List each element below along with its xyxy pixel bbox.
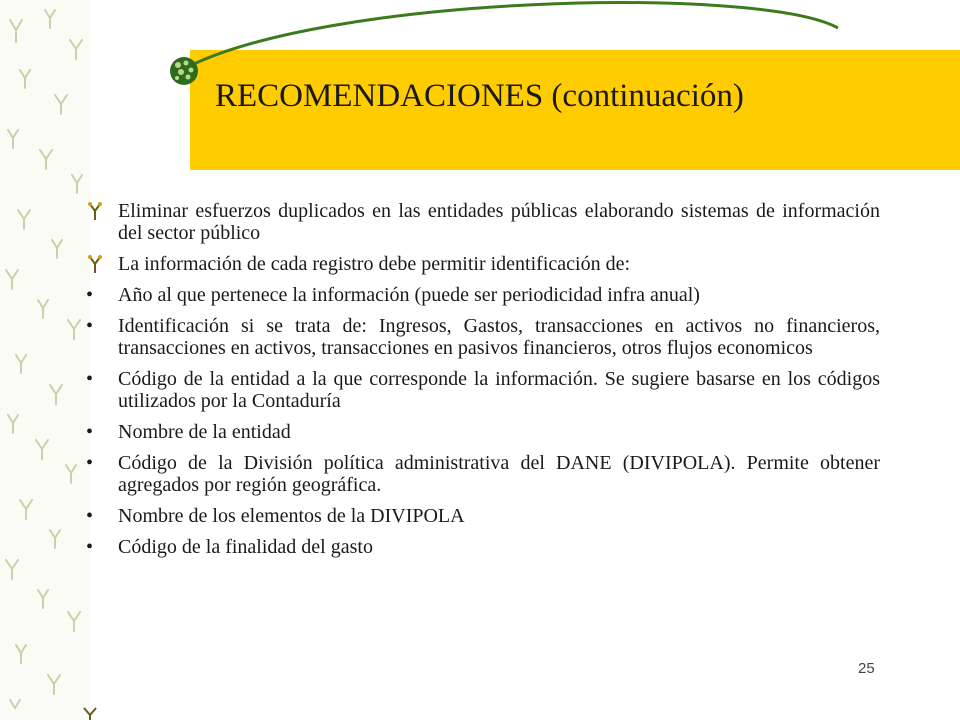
green-orb-icon	[168, 55, 200, 87]
page-number: 25	[858, 660, 875, 677]
sprout-icon	[80, 706, 100, 720]
list-item	[78, 200, 880, 244]
bullet-dot-icon: •	[86, 505, 94, 527]
list-item-text: Nombre de la entidad	[118, 421, 291, 443]
leaf-bullet-icon	[82, 200, 108, 222]
list-item	[78, 368, 880, 412]
recommendations-list	[78, 200, 880, 567]
list-item-text: Eliminar esfuerzos duplicados en las entidades públicas elaborando sistemas de información del sector público	[118, 200, 880, 244]
list-item	[78, 536, 880, 558]
list-item	[78, 284, 880, 306]
list-item-text: La información de cada registro debe permitir identificación de:	[118, 253, 631, 275]
list-item	[78, 452, 880, 496]
list-item-text: Código de la entidad a la que corresponde la información. Se sugiere basarse en los códigos utilizados por la Contaduría	[118, 368, 880, 412]
list-item-text: Identificación si se trata de: Ingresos, Gastos, transacciones en activos no financieros, transacciones en activos, transacciones en pasivos financieros, otros flujos economicos	[118, 315, 880, 359]
leaf-bullet-icon	[82, 253, 108, 275]
bullet-dot-icon: •	[86, 284, 94, 306]
list-item-text: Año al que pertenece la información (puede ser periodicidad infra anual)	[118, 284, 700, 306]
bullet-dot-icon: •	[86, 368, 94, 390]
bullet-dot-icon: •	[86, 452, 94, 474]
bullet-dot-icon: •	[86, 536, 94, 558]
list-item-text: Nombre de los elementos de la DIVIPOLA	[118, 505, 465, 527]
list-item	[78, 315, 880, 359]
list-item-text: Código de la finalidad del gasto	[118, 536, 373, 558]
bullet-dot-icon: •	[86, 315, 94, 337]
list-item	[78, 253, 880, 275]
list-item-text: Código de la División política administrativa del DANE (DIVIPOLA). Permite obtener agregados por región geográfica.	[118, 452, 880, 496]
page-title: RECOMENDACIONES (continuación)	[215, 78, 744, 114]
list-item	[78, 505, 880, 527]
bullet-dot-icon: •	[86, 421, 94, 443]
list-item	[78, 421, 880, 443]
